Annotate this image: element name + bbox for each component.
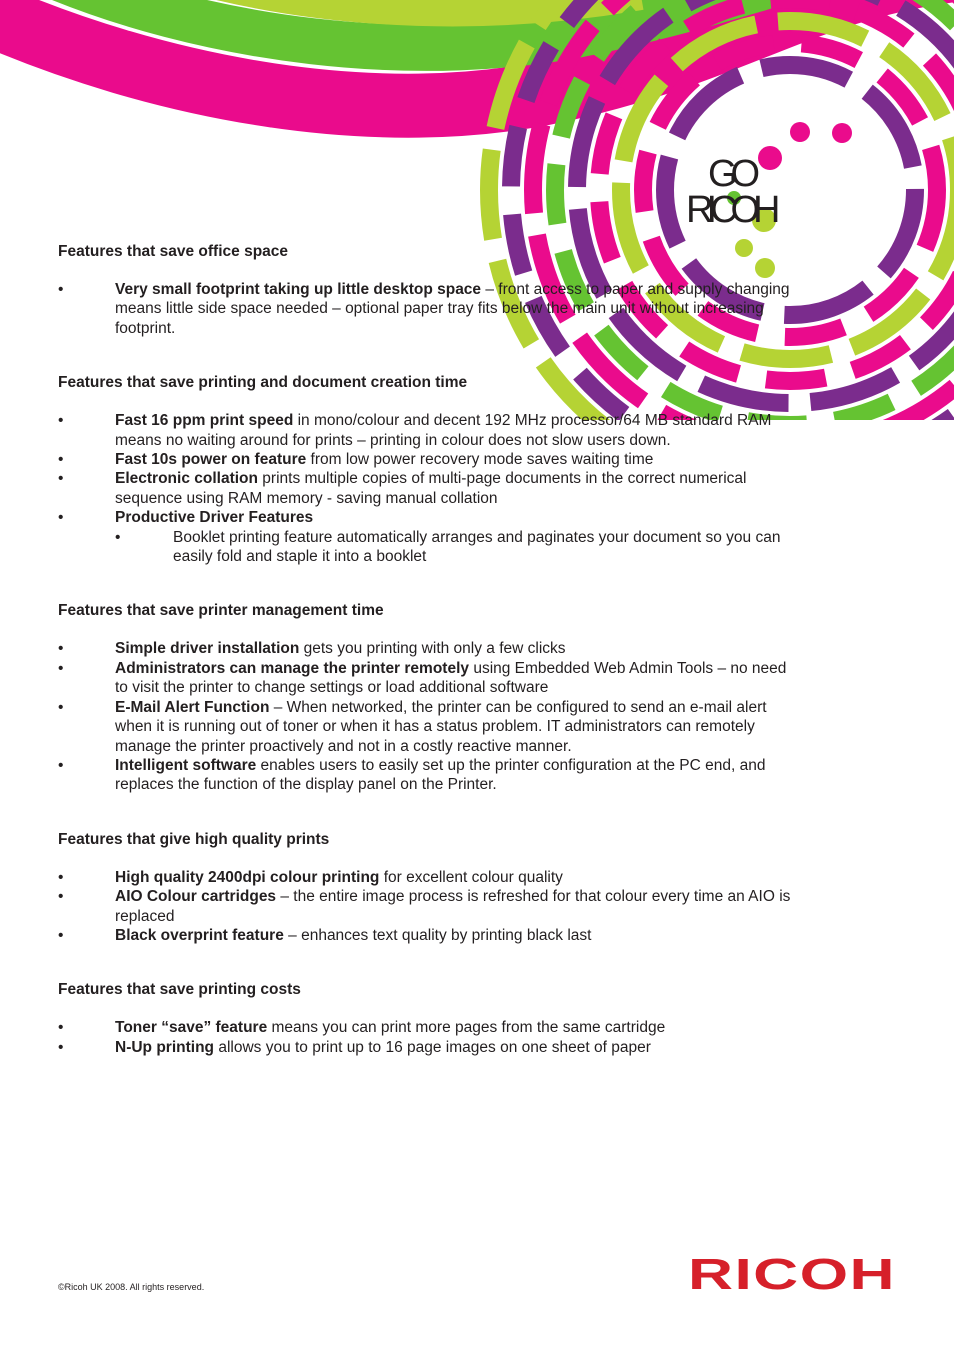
go-ricoh-logo	[686, 148, 836, 228]
section-office-space	[58, 242, 798, 338]
feature-item	[58, 411, 798, 450]
bullet: •	[58, 412, 64, 430]
section-title: Features that save printing costs	[58, 981, 301, 999]
bullet: •	[58, 659, 64, 677]
feature-text: for excellent colour quality	[379, 868, 563, 886]
feature-lead: N-Up printing	[115, 1038, 215, 1056]
feature-list	[58, 1018, 798, 1057]
bullet: •	[58, 926, 64, 944]
feature-item	[58, 1018, 798, 1037]
bullet: •	[58, 888, 64, 906]
feature-text: – front access to paper and supply changing means little side space needed – optional paper tray fits below the main unit without increasing footprint.	[115, 281, 790, 337]
feature-item	[58, 639, 798, 658]
features-content	[58, 242, 798, 1092]
feature-text: – the entire image process is refreshed for that colour every time an AIO is replaced	[115, 888, 791, 925]
bullet: •	[58, 281, 64, 298]
sub-feature-list	[115, 528, 798, 567]
feature-lead: Electronic collation	[115, 470, 258, 488]
section-print-quality	[58, 830, 798, 946]
ricoh-brand-wordmark: RICOH	[688, 1251, 896, 1293]
feature-item	[58, 1038, 798, 1057]
bullet: •	[58, 868, 64, 886]
go-logo-line1: GO	[708, 153, 754, 195]
feature-item	[58, 756, 798, 795]
bullet: •	[58, 1019, 64, 1037]
section-title: Features that give high quality prints	[58, 830, 330, 848]
feature-text: using Embedded Web Admin Tools – no need to visit the printer to change settings or load additional software	[115, 659, 787, 697]
feature-item	[58, 508, 798, 566]
feature-text: from low power recovery mode saves waiting time	[306, 451, 654, 469]
feature-lead: Very small footprint taking up little desktop space	[115, 281, 482, 298]
feature-item	[58, 868, 798, 887]
feature-list	[58, 639, 798, 794]
feature-item	[58, 450, 798, 469]
decor-dot	[832, 123, 852, 143]
bullet: •	[58, 640, 64, 658]
section-title: Features that save office space	[58, 243, 289, 260]
feature-lead: Simple driver installation	[115, 640, 300, 658]
feature-lead: Administrators can manage the printer remotely	[115, 659, 470, 677]
feature-text: gets you printing with only a few clicks	[299, 640, 566, 658]
bullet: •	[58, 1038, 64, 1056]
feature-item	[58, 698, 798, 756]
bullet: •	[58, 470, 64, 488]
feature-text: means you can print more pages from the same cartridge	[267, 1019, 666, 1037]
copyright-notice: ©Ricoh UK 2008. All rights reserved.	[58, 1282, 205, 1292]
feature-text: in mono/colour and decent 192 MHz processor/64 MB standard RAM means no waiting around for prints – printing in colour does not slow users down.	[115, 412, 772, 449]
section-title: Features that save printing and document creation time	[58, 374, 468, 392]
feature-lead: Fast 16 ppm print speed	[115, 412, 294, 430]
feature-lead: Intelligent software	[115, 756, 257, 774]
section-title: Features that save printer management time	[58, 602, 384, 620]
feature-lead: Toner “save” feature	[115, 1019, 268, 1037]
feature-text: – enhances text quality by printing black last	[283, 926, 592, 944]
feature-text: enables users to easily set up the printer configuration at the PC end, and replaces the function of the display panel on the Printer.	[115, 756, 766, 794]
feature-item	[58, 659, 798, 698]
go-logo-line2: RICOH	[686, 189, 774, 228]
feature-list	[58, 411, 798, 566]
feature-lead: AIO Colour cartridges	[115, 888, 277, 906]
bullet: •	[115, 528, 121, 546]
feature-item	[58, 469, 798, 508]
section-print-costs	[58, 980, 798, 1057]
bullet: •	[58, 451, 64, 469]
feature-lead: Black overprint feature	[115, 926, 284, 944]
feature-item	[58, 887, 798, 926]
feature-lead: Fast 10s power on feature	[115, 451, 307, 469]
feature-list	[58, 280, 798, 338]
bullet: •	[58, 509, 64, 527]
bullet: •	[58, 756, 64, 774]
feature-item	[58, 926, 798, 945]
feature-lead: High quality 2400dpi colour printing	[115, 868, 380, 886]
section-time-saving	[58, 373, 798, 566]
feature-text: prints multiple copies of multi-page documents in the correct numerical sequence using RAM memory - saving manual collation	[115, 470, 747, 507]
feature-lead: Productive Driver Features	[115, 509, 314, 527]
sub-feature-item	[115, 528, 798, 567]
feature-text: – When networked, the printer can be configured to send an e-mail alert when it is running out of toner or when it has a status problem. IT administrators can remotely manage the printer proactively and not in a costly reactive manner.	[115, 698, 767, 755]
ricoh-brand-logo	[688, 1251, 898, 1293]
section-management	[58, 601, 798, 794]
feature-text: allows you to print up to 16 page images on one sheet of paper	[214, 1038, 651, 1056]
bullet: •	[58, 698, 64, 716]
decor-dot	[790, 122, 810, 142]
feature-list	[58, 868, 798, 946]
feature-lead: E-Mail Alert Function	[115, 698, 270, 716]
feature-item	[58, 280, 798, 338]
sub-feature-text: Booklet printing feature automatically arranges and paginates your document so you can easily fold and staple it into a booklet	[173, 528, 781, 566]
